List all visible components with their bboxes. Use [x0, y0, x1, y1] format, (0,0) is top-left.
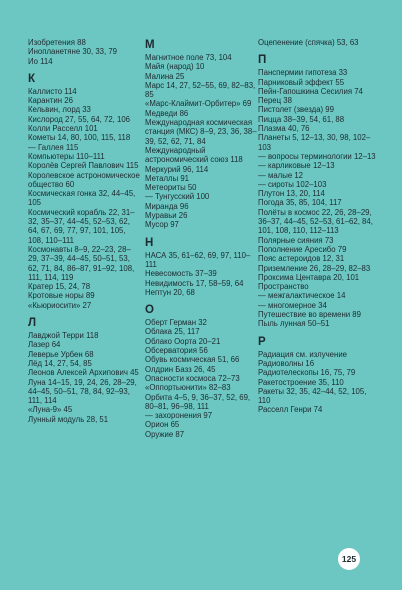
- index-entry: «Кьюриосити» 27: [28, 300, 92, 310]
- index-entry: Пыль лунная 50–51: [258, 319, 330, 329]
- index-entry: Невесомость 37–39: [145, 269, 217, 279]
- index-entry: Миранда 96: [145, 201, 189, 211]
- index-entry: Расселл Генри 74: [258, 405, 323, 415]
- index-entry: Обсерватория 56: [145, 346, 208, 356]
- index-entry: — захоронения 97: [145, 411, 213, 421]
- index-entry: — многомерное 34: [258, 300, 327, 310]
- index-entry: Пополнение Аресибо 79: [258, 244, 347, 254]
- index-entry: «Марс-Клаймит-Орбитер» 69: [145, 99, 252, 109]
- index-entry: Мусор 97: [145, 220, 179, 230]
- index-entry: Облака 25, 117: [145, 327, 200, 337]
- index-letter-heading: Н: [145, 236, 154, 249]
- index-entry: — межгалактическое 14: [258, 291, 346, 301]
- index-entry: Космонавты 8–9, 22–23, 28–29, 37–39, 44–45, 50–51, 53, 62, 71, 84, 86–87, 91–92, 108, 111, 114, 119: [28, 244, 135, 282]
- index-entry: Парниковый эффект 55: [258, 77, 345, 87]
- index-entry: Лёд 14, 27, 54, 85: [28, 358, 92, 368]
- index-entry: Лазер 64: [28, 340, 61, 350]
- index-entry: Погода 35, 85, 104, 117: [258, 198, 342, 208]
- index-entry: Колли Расселл 101: [28, 124, 98, 134]
- index-entry: Проксима Центавра 20, 101: [258, 272, 360, 282]
- index-entry: Панспермии гипотеза 33: [258, 68, 348, 78]
- index-entry: Каллисто 114: [28, 86, 77, 96]
- index-entry: Кислород 27, 55, 64, 72, 106: [28, 114, 131, 124]
- index-entry: Метеориты 50: [145, 183, 197, 193]
- index-entry: Путешествие во времени 89: [258, 310, 361, 320]
- index-column-3: [258, 38, 378, 415]
- index-entry: Пицца 38–39, 54, 61, 88: [258, 114, 345, 124]
- index-entry: Кельвин, лорд 33: [28, 105, 91, 115]
- index-entry: Пистолет (звезда) 99: [258, 105, 334, 115]
- index-entry: Карантин 26: [28, 96, 73, 106]
- index-entry: Малина 25: [145, 71, 185, 81]
- index-entry: Королевское астрономическое общество 60: [28, 170, 140, 189]
- index-entry: Плазма 40, 76: [258, 124, 310, 134]
- index-column-1: [28, 38, 140, 424]
- index-entry: Луна 14–15, 19, 24, 26, 28–29, 44–45, 50–51, 78, 84, 92–93, 111, 114: [28, 377, 137, 406]
- index-entry: Невидимость 17, 58–59, 64: [145, 278, 244, 288]
- index-entry: Космическая гонка 32, 44–45, 105: [28, 189, 136, 208]
- index-entry: Кометы 14, 80, 100, 115, 118: [28, 133, 131, 143]
- index-entry: Муравьи 26: [145, 211, 188, 221]
- index-entry: Изобретения 88: [28, 38, 86, 47]
- index-entry: Обувь космическая 51, 66: [145, 355, 240, 365]
- index-entry: Инопланетяне 30, 33, 79: [28, 47, 118, 57]
- index-entry: Металлы 91: [145, 173, 190, 183]
- index-entry: Облако Оорта 20–21: [145, 336, 221, 346]
- index-entry: Кратер 15, 24, 78: [28, 282, 91, 292]
- page-number-badge: 125: [338, 548, 360, 570]
- index-entry: Марс 14, 27, 52–55, 69, 82–83, 85: [145, 80, 256, 100]
- index-entry: Ракеты 32, 35, 42–44, 52, 105, 110: [258, 386, 367, 406]
- index-entry: Меркурий 96, 114: [145, 164, 209, 174]
- index-entry: Лавджой Терри 118: [28, 331, 99, 341]
- index-entry: — малые 12: [258, 170, 303, 180]
- index-column-2: [145, 38, 257, 439]
- index-entry: Пространство: [258, 282, 309, 292]
- index-letter-heading: М: [145, 39, 155, 51]
- index-entry: Плутон 13, 20, 114: [258, 189, 325, 199]
- index-letter-heading: Л: [28, 317, 37, 330]
- index-entry: Кротовые норы 89: [28, 291, 95, 301]
- index-entry: Ио 114: [28, 56, 53, 66]
- index-entry: Пояс астероидов 12, 31: [258, 254, 345, 264]
- index-entry: Майя (народ) 10: [145, 62, 205, 72]
- index-entry: Приземление 26, 28–29, 82–83: [258, 263, 371, 273]
- index-entry: Королёв Сергей Павлович 115: [28, 161, 139, 171]
- index-entry: Полёты в космос 22, 26, 28–29, 36–37, 44–45, 52–53, 61–62, 84, 101, 108, 110, 112–113: [258, 207, 373, 236]
- index-entry: Космический корабль 22, 31–32, 35–37, 44–45, 52–53, 62, 64, 67, 69, 77, 97, 101, 105, 108, 110–111: [28, 207, 135, 245]
- index-entry: — вопросы терминологии 12–13: [258, 151, 376, 161]
- index-entry: — Тунгусский 100: [145, 192, 210, 202]
- index-entry: Опасности космоса 72–73: [145, 373, 240, 383]
- index-entry: Медведи 86: [145, 108, 189, 118]
- index-entry: Оружие 87: [145, 429, 185, 439]
- index-entry: Леонов Алексей Архипович 45: [28, 368, 139, 378]
- index-entry: Международный астрономический союз 118: [145, 145, 243, 165]
- index-entry: — Галлея 115: [28, 142, 79, 152]
- index-entry: Пейн-Гапошкина Сесилия 74: [258, 86, 363, 96]
- index-entry: Компьютеры 110–111: [28, 151, 105, 161]
- index-entry: Магнитное поле 73, 104: [145, 53, 232, 62]
- index-entry: Лунный модуль 28, 51: [28, 414, 109, 424]
- index-entry: — сироты 102–103: [258, 179, 327, 189]
- index-entry: Перец 38: [258, 96, 292, 106]
- index-entry: Радиация см. излучение: [258, 349, 348, 359]
- index-letter-heading: Р: [258, 335, 266, 348]
- index-entry: Радиоволны 16: [258, 358, 315, 368]
- index-entry: Международная космическая станция (МКС) 8–9, 23, 36, 38–39, 52, 62, 71, 84: [145, 118, 257, 146]
- index-entry: «Луна-9» 45: [28, 405, 73, 415]
- index-entry: Нептун 20, 68: [145, 287, 195, 297]
- index-entry: Планеты 5, 12–13, 30, 98, 102–103: [258, 133, 371, 152]
- index-entry: — карликовые 12–13: [258, 161, 335, 171]
- index-letter-heading: О: [145, 304, 154, 317]
- index-entry: Оцепенение (спячка) 53, 63: [258, 38, 359, 47]
- index-letter-heading: П: [258, 54, 267, 67]
- index-entry: Ракетостроение 35, 110: [258, 377, 344, 387]
- index-entry: Полярные сияния 73: [258, 235, 334, 245]
- index-entry: Орбита 4–5, 9, 36–37, 52, 69, 80–81, 96–98, 111: [145, 392, 251, 411]
- index-entry: Олдрин Базз 26, 45: [145, 364, 216, 374]
- index-entry: Радиотелескопы 16, 75, 79: [258, 368, 356, 378]
- index-letter-heading: К: [28, 72, 36, 85]
- index-entry: Леверье Урбен 68: [28, 349, 94, 359]
- index-entry: «Оппортьюнити» 82–83: [145, 383, 231, 393]
- index-entry: Оберт Герман 32: [145, 318, 207, 328]
- index-entry: НАСА 35, 61–62, 69, 97, 110–111: [145, 250, 251, 269]
- index-entry: Орион 65: [145, 420, 180, 430]
